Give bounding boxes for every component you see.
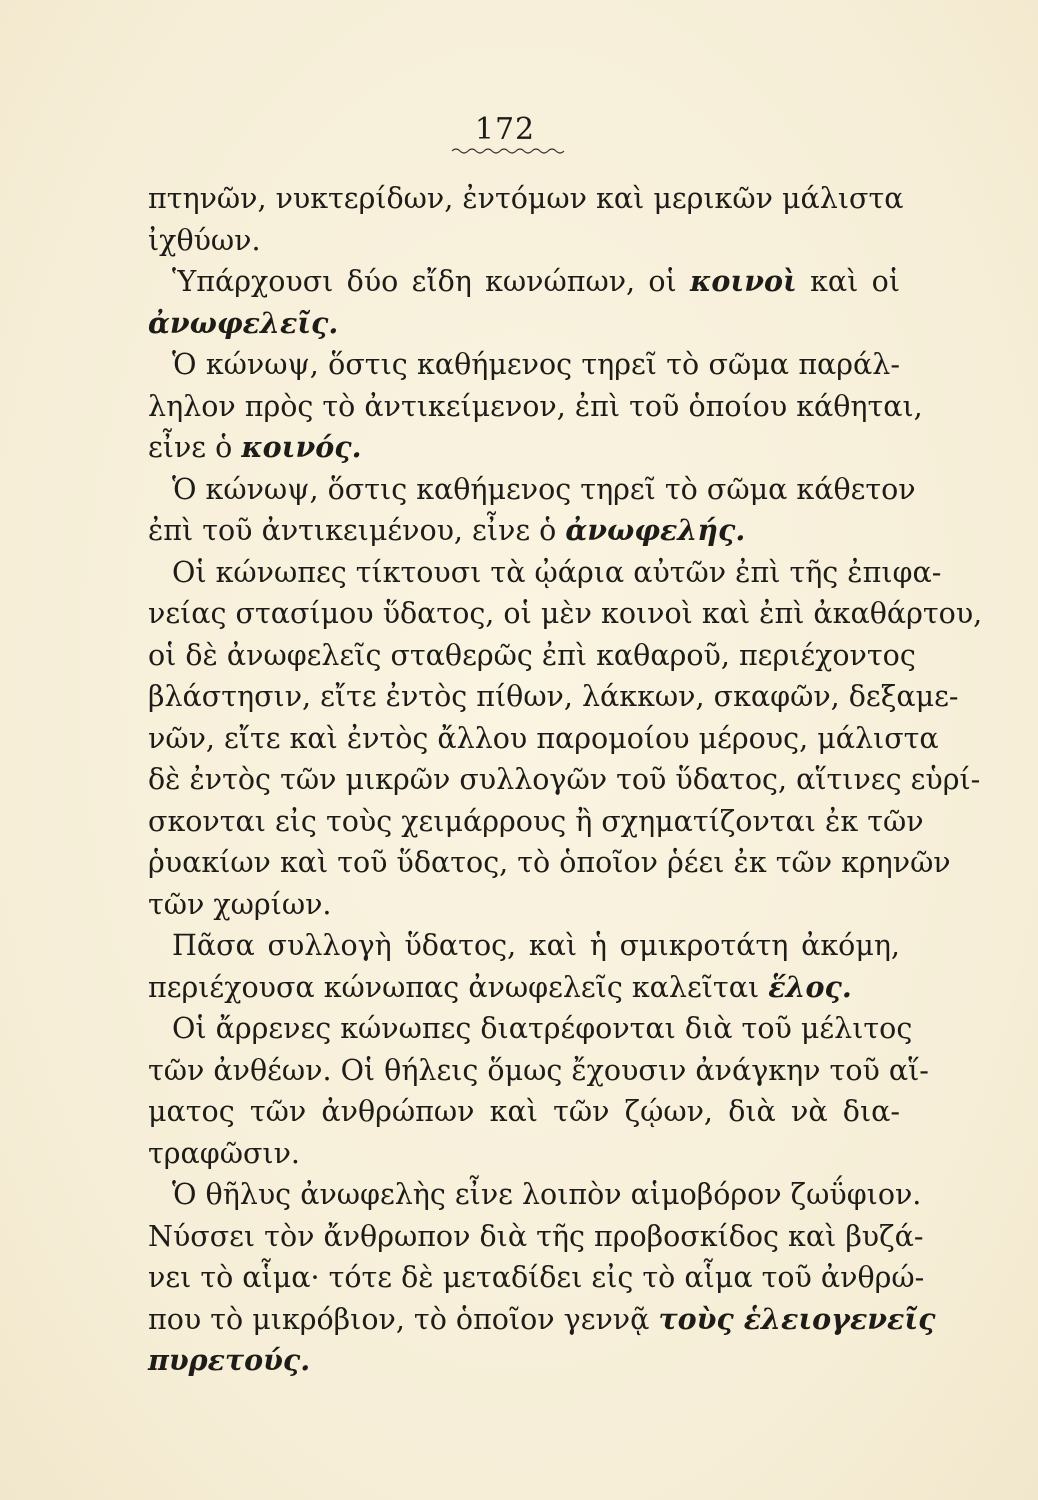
- text-line: [148, 427, 900, 469]
- text-segment: Οἱ κώνωπες τίκτουσι τὰ ᾠάρια αὐτῶν ἐπὶ τῆς ἐπιφα-: [172, 555, 942, 589]
- text-segment: Ὁ κώνωψ, ὅστις καθήμενος τηρεῖ τὸ σῶμα κάθετον: [172, 472, 916, 506]
- text-line: [148, 759, 981, 801]
- emphasized-term: ἕλος.: [768, 969, 852, 1004]
- text-line: [148, 220, 900, 262]
- text-segment: ἰχθύων.: [148, 223, 261, 257]
- text-segment: ματος τῶν ἀνθρώπων καὶ τῶν ζῴων, διὰ νὰ δια-: [148, 1095, 900, 1128]
- text-segment: Ὁ θῆλυς ἀνωφελὴς εἶνε λοιπὸν αἱμοβόρον ζωΰφιον.: [172, 1178, 922, 1211]
- text-line: [148, 1050, 929, 1092]
- emphasized-term: κοινός.: [241, 430, 362, 464]
- text-line: [148, 1257, 925, 1299]
- text-segment: οἱ δὲ ἀνωφελεῖς σταθερῶς ἐπὶ καθαροῦ, περιέχοντος: [148, 638, 916, 672]
- text-segment: ῥυακίων καὶ τοῦ ὕδατος, τὸ ὁποῖον ῥέει ἐκ τῶν κρηνῶν: [148, 846, 951, 879]
- text-line: [148, 1008, 913, 1050]
- text-segment: περιέχουσα κώνωπας ἀνωφελεῖς καλεῖται: [148, 970, 769, 1004]
- text-line: [148, 593, 983, 635]
- text-line: [148, 386, 923, 428]
- text-line: [148, 801, 924, 843]
- text-line: [148, 178, 904, 220]
- text-line: [148, 303, 900, 345]
- text-line: [148, 884, 900, 926]
- emphasized-term: ἀνωφελεῖς.: [148, 305, 339, 340]
- emphasized-term: ἀνωφελής.: [565, 513, 746, 547]
- text-segment: δὲ ἐντὸς τῶν μικρῶν συλλογῶν τοῦ ὕδατος, αἵτινες εὑρί-: [148, 763, 981, 796]
- text-segment: καὶ οἱ: [796, 265, 900, 298]
- emphasized-term: πυρετούς.: [148, 1343, 311, 1377]
- text-segment: Ὑπάρχουσι δύο εἴδη κωνώπων, οἱ: [172, 265, 691, 298]
- text-line: [148, 1216, 924, 1258]
- text-line: [148, 1340, 900, 1382]
- text-segment: Οἱ ἄρρενες κώνωπες διατρέφονται διὰ τοῦ μέλιτος: [172, 1012, 913, 1045]
- text-segment: τῶν χωρίων.: [148, 887, 332, 921]
- text-line: [148, 1091, 900, 1133]
- text-line: [148, 842, 951, 884]
- page-number-ornament: [452, 146, 566, 156]
- emphasized-term: κοινοὶ: [690, 264, 797, 298]
- text-segment: Πᾶσα συλλογὴ ὕδατος, καὶ ἡ σμικροτάτη ἀκόμη,: [172, 929, 900, 962]
- text-segment: νῶν, εἴτε καὶ ἐντὸς ἄλλου παρομοίου μέρους, μάλιστα: [148, 721, 939, 755]
- text-segment: τῶν ἀνθέων. Οἱ θήλεις ὅμως ἔχουσιν ἀνάγκην τοῦ αἵ-: [148, 1053, 929, 1087]
- text-segment: εἶνε ὁ: [148, 431, 242, 464]
- text-line: [148, 967, 900, 1009]
- text-line: [148, 1133, 900, 1175]
- text-line: [148, 552, 942, 594]
- text-segment: ἐπὶ τοῦ ἀντικειμένου, εἶνε ὁ: [148, 514, 566, 547]
- text-segment: νει τὸ αἷμα· τότε δὲ μεταδίδει εἰς τὸ αἷμα τοῦ ἀνθρώ-: [148, 1261, 925, 1294]
- text-line: [148, 635, 916, 677]
- text-segment: Ὁ κώνωψ, ὅστις καθήμενος τηρεῖ τὸ σῶμα παράλ-: [172, 348, 900, 381]
- text-line: [148, 261, 900, 303]
- text-line: [148, 469, 916, 511]
- text-segment: τραφῶσιν.: [148, 1136, 300, 1170]
- text-line: [148, 1299, 936, 1341]
- text-segment: που τὸ μικρόβιον, τὸ ὁποῖον γεννᾷ: [148, 1302, 659, 1336]
- text-segment: νείας στασίμου ὕδατος, οἱ μὲν κοινοὶ καὶ ἐπὶ ἀκαθάρτου,: [148, 597, 983, 630]
- page-number: 172: [474, 112, 536, 147]
- text-segment: βλάστησιν, εἴτε ἐντὸς πίθων, λάκκων, σκαφῶν, δεξαμε-: [148, 680, 959, 713]
- text-line: [148, 510, 900, 552]
- text-segment: Νύσσει τὸν ἄνθρωπον διὰ τῆς προβοσκίδος καὶ βυζά-: [148, 1219, 924, 1253]
- text-segment: πτηνῶν, νυκτερίδων, ἐντόμων καὶ μερικῶν μάλιστα: [148, 182, 904, 215]
- text-line: [148, 925, 900, 967]
- body-text: [148, 178, 983, 1382]
- text-line: [148, 718, 939, 760]
- text-line: [148, 1174, 922, 1216]
- text-segment: σκονται εἰς τοὺς χειμάρρους ἢ σχηματίζονται ἐκ τῶν: [148, 804, 924, 838]
- emphasized-term: τοὺς ἑλειογενεῖς: [658, 1301, 936, 1336]
- text-line: [148, 344, 900, 386]
- text-segment: ληλον πρὸς τὸ ἀντικείμενον, ἐπὶ τοῦ ὁποίου κάθηται,: [148, 389, 923, 423]
- text-line: [148, 676, 959, 718]
